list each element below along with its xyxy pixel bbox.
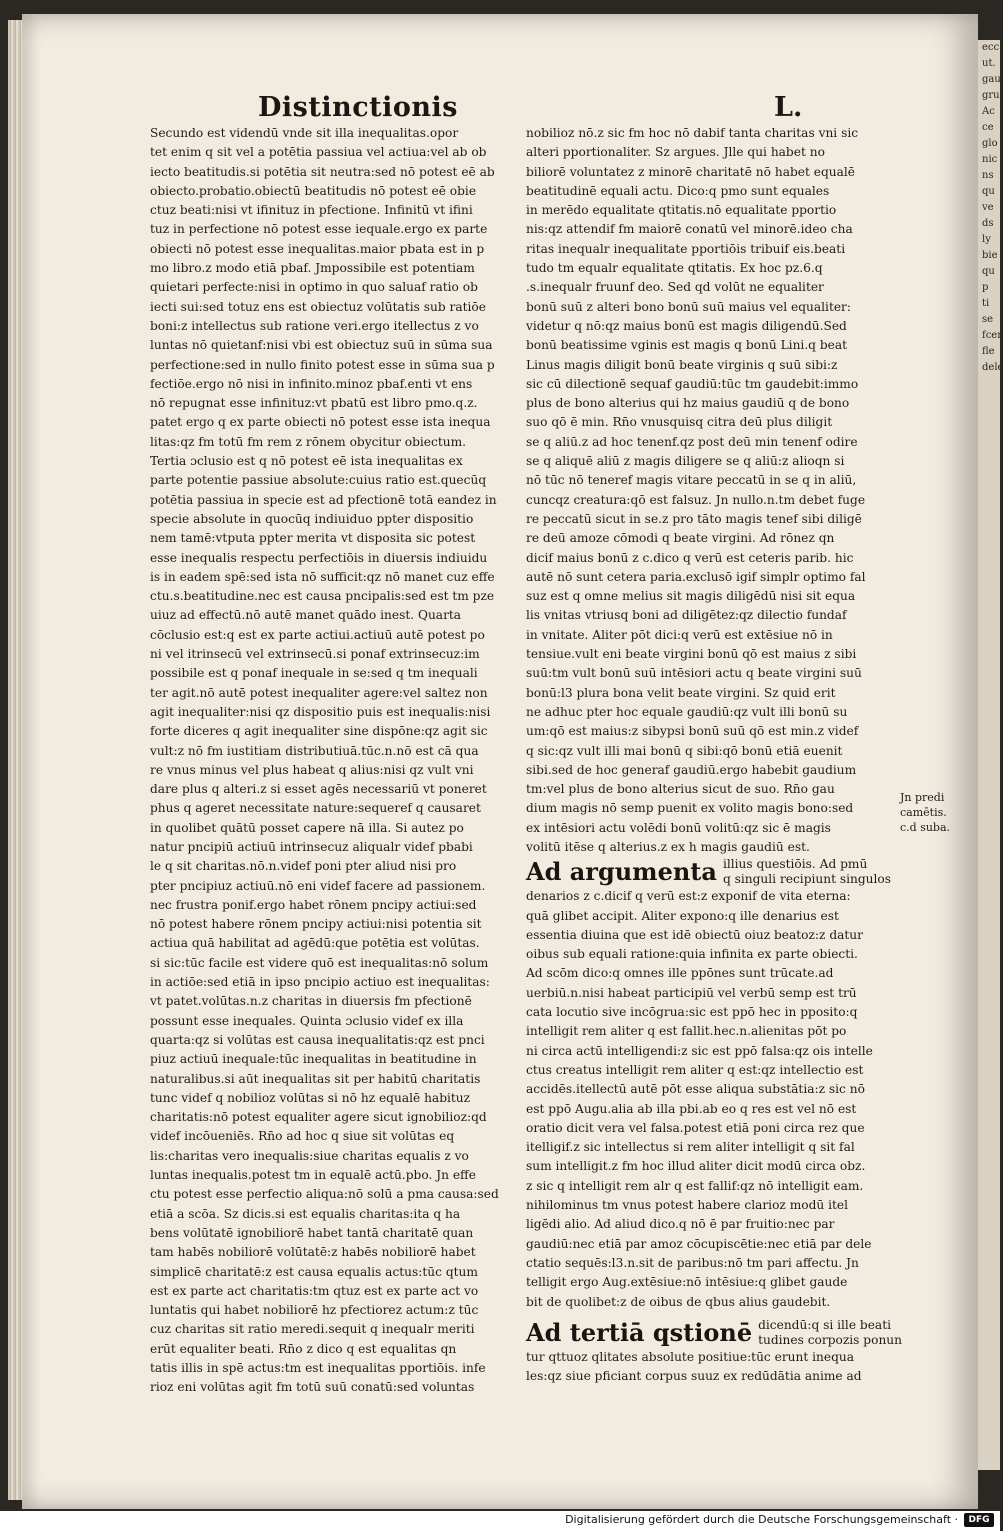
text-line: suū:tm vult bonū suū intēsiori actu q beate virgini suū — [526, 666, 862, 681]
text-line: rioz eni volūtas agit fm totū suū conatū:sed voluntas — [150, 1380, 475, 1395]
adjacent-page-text: fcer — [982, 330, 1002, 341]
text-line: etiā a scōa. Sz dicis.si est equalis charitas:ita q ha — [150, 1206, 461, 1221]
text-line: actiua quā habilitat ad agēdū:que potētia est volūtas. — [150, 936, 480, 951]
text-line: z sic q intelligit rem alr q est fallif:qz nō intelligit eam. — [526, 1178, 864, 1193]
text-line: le q sit charitas.nō.n.videf poni pter aliud nisi pro — [150, 859, 457, 874]
heading-ad-argumenta — [526, 857, 922, 887]
text-line: ctatio sequēs:l3.n.sit de paribus:nō tm pari affectu. Jn — [526, 1255, 859, 1270]
text-line: tuz in perfectione nō potest esse iequale.ergo ex parte — [150, 222, 488, 237]
text-line: nec frustra ponif.ergo habet rōnem pncipy actiui:sed — [150, 897, 477, 912]
adjacent-page-text: se — [982, 314, 994, 325]
adjacent-page-text: ecc — [982, 42, 1000, 53]
adjacent-page-text: nic — [982, 154, 998, 165]
text-line: parte potentie passiue absolute:cuius ratio est.quecūq — [150, 473, 487, 488]
text-line: Tertia ɔclusio est q nō potest eē ista inequalitas ex — [150, 454, 463, 469]
text-line: in vnitate. Aliter pōt dici:q verū est extēsiue nō in — [526, 627, 833, 642]
adjacent-page-text: ds — [982, 218, 994, 229]
book-page — [22, 14, 978, 1509]
text-line: quarta:qz si volūtas est causa inequalitatis:qz est pnci — [150, 1032, 485, 1047]
adjacent-page-text: gru — [982, 90, 1000, 101]
text-line: videtur q nō:qz maius bonū est magis diligendū.Sed — [526, 318, 847, 333]
text-line: Linus magis diligit bonū beate virginis q suū sibi:z — [526, 357, 838, 372]
text-line: dium magis nō semp puenit ex volito magis bono:sed — [526, 801, 854, 816]
text-line: suz est q omne melius sit magis diligēdū nisi sit equa — [526, 589, 856, 604]
text-line: luntatis qui habet nobiliorē hz pfectiorez actum:z tūc — [150, 1303, 479, 1318]
text-line: videf incōueniēs. Rn̄o ad hoc q siue sit volūtas eq — [150, 1129, 455, 1144]
text-line: intelligit rem aliter q est fallit.hec.n.alienitas pōt po — [526, 1024, 847, 1039]
text-line: sic cū dilectionē sequaf gaudiū:tūc tm gaudebit:immo — [526, 376, 859, 391]
text-line: ctuz beati:nisi vt ifinituz in pfectione. Infinitū vt ifini — [150, 203, 473, 218]
text-line: bonū:l3 plura bona velit beate virgini. Sz quid erit — [526, 685, 836, 700]
adjacent-page-text: Ac — [982, 106, 995, 117]
text-line: ligēdi alio. Ad aliud dico.q nō ē par fruitio:nec par — [526, 1217, 835, 1232]
text-line: ctus creatus intelligit rem aliter q est:qz intellectio est — [526, 1062, 864, 1077]
adjacent-page-text: ns — [982, 170, 994, 181]
text-line: volitū itēse q alterius.z ex h magis gaudiū est. — [526, 839, 810, 854]
text-line: est ex parte act charitatis:tm qtuz est ex parte act vo — [150, 1283, 479, 1298]
margin-note — [900, 790, 970, 835]
text-line: cata locutio sive incōgrua:sic est ppō hec in pposito:q — [526, 1005, 858, 1020]
text-line: charitatis:nō potest equaliter agere sicut ignobilioz:qd — [150, 1110, 487, 1125]
adjacent-page-text: p — [982, 282, 989, 293]
text-line: cuz charitas sit ratio meredi.sequit q inequalr meriti — [150, 1322, 475, 1337]
text-line: autē nō sunt cetera paria.exclusō igif simplr optimo fal — [526, 569, 866, 584]
adjacent-page-text: gau — [982, 74, 1001, 85]
margin-note-line: c.d suba. — [900, 821, 951, 834]
heading-1-line2: q singuli recipiunt singulos — [722, 872, 892, 887]
dfg-logo: DFG — [964, 1513, 994, 1527]
right-column — [526, 124, 922, 1386]
text-line: ritas inequalr inequalitate pportiōis tribuif eis.beati — [526, 241, 846, 256]
text-line: sibi.sed de hoc generaf gaudiū.ergo habebit gaudium — [526, 762, 857, 777]
text-line: phus q ageret necessitate nature:sequeref q causaret — [150, 801, 481, 816]
text-line: biliorē voluntatez z minorē charitatē nō habet equalē — [526, 164, 855, 179]
text-line: itelligif.z sic intellectus si rem aliter intelligit q sit fal — [526, 1140, 855, 1155]
heading-1-title: Ad argumenta — [526, 857, 717, 887]
text-line: luntas inequalis.potest tm in equalē actū.pbo. Jn effe — [150, 1168, 476, 1183]
heading-2-line1: dicendū:q si ille beati — [758, 1317, 891, 1332]
text-line: lis vnitas vtriusq boni ad diligētez:qz dilectio fundaf — [526, 608, 847, 623]
heading-2-title: Ad tertiā qstionē — [526, 1317, 753, 1347]
text-line: cuncqz creatura:qō est falsuz. Jn nullo.n.tm debet fuge — [526, 492, 866, 507]
text-line: tunc videf q nobilioz volūtas si nō hz equalē habituz — [150, 1090, 471, 1105]
text-line: tudo tm equalr equalitate qtitatis. Ex hoc pz.6.q — [526, 261, 823, 276]
text-line: bit de quolibet:z de oibus de qbus alius gaudebit. — [526, 1294, 831, 1309]
text-line: uerbiū.n.nisi habeat participiū vel verbū semp est trū — [526, 985, 857, 1000]
text-line: gaudiū:nec etiā par amoz cōcupiscētie:nec etiā par dele — [526, 1236, 872, 1251]
text-line: perfectione:sed in nullo finito potest esse in sūma sua p — [150, 357, 495, 372]
text-line: dicif maius bonū z c.dico q verū est ceteris parib. hic — [526, 550, 854, 565]
text-line: se q aliū.z ad hoc tenenf.qz post deū min tenenf odire — [526, 434, 858, 449]
text-line: naturalibus.si aūt inequalitas sit per habitū charitatis — [150, 1071, 481, 1086]
text-line: obiecto.probatio.obiectū beatitudis nō potest eē obie — [150, 183, 477, 198]
text-line: tam habēs nobiliorē volūtatē:z habēs nobiliorē habet — [150, 1245, 476, 1260]
text-line: sum intelligit.z fm hoc illud aliter dicit modū circa obz. — [526, 1159, 866, 1174]
text-line: bens volūtatē ignobiliorē habet tantā charitatē quan — [150, 1225, 474, 1240]
text-line: bonū beatissime vginis est magis q bonū Lini.q beat — [526, 338, 848, 353]
text-line: uiuz ad effectū.nō autē manet quādo inest. Quarta — [150, 608, 462, 623]
text-line: boni:z intellectus sub ratione veri.ergo itellectus z vo — [150, 318, 479, 333]
heading-1-line1: illius questiōis. Ad pmū — [722, 857, 868, 872]
text-line: re deū amoze cōmodi q beate virgini. Ad rōnez qn — [526, 531, 835, 546]
text-line: ne adhuc pter hoc equale gaudiū:qz vult illi bonū su — [526, 704, 848, 719]
text-line: is in eadem spē:sed ista nō sufficit:qz nō manet cuz effe — [150, 569, 495, 584]
text-line: natur pncipiū actiuū intrinsecuz aliqualr videf pbabi — [150, 839, 473, 854]
text-line: vult:z nō fm iustitiam distributiuā.tūc.n.nō est cā qua — [150, 743, 479, 758]
text-line: re peccatū sicut in se.z pro tāto magis tenef sibi diligē — [526, 511, 862, 526]
text-line: quā glibet accipit. Aliter expono:q ille denarius est — [526, 908, 839, 923]
footer-credit: Digitalisierung gefördert durch die Deutsche Forschungsgemeinschaft · — [565, 1513, 958, 1526]
text-line: bonū suū z alteri bono bonū suū maius vel equaliter: — [526, 299, 851, 314]
text-line: ni circa actū intelligendi:z sic est ppō falsa:qz ois intelle — [526, 1043, 873, 1058]
text-line: iecto beatitudis.si potētia sit neutra:sed nō potest eē ab — [150, 164, 495, 179]
text-line: ni vel itrinsecū vel extrinsecū.si ponaf extrinsecuz:im — [150, 647, 480, 662]
text-line: in merēdo equalitate qtitatis.nō equalitate pportio — [526, 203, 837, 218]
text-line: mo libro.z modo etiā pbaf. Jmpossibile est potentiam — [150, 261, 475, 276]
heading-2-line2: tudines corpozis ponun — [758, 1332, 902, 1347]
adjacent-page-text: fle — [982, 346, 995, 357]
text-line: forte diceres q agit inequaliter sine dispōne:qz agit sic — [150, 724, 488, 739]
adjacent-page-text: ce — [982, 122, 994, 133]
text-line: possibile est q ponaf inequale in se:sed q tm inequali — [150, 666, 478, 681]
text-line: iecti sui:sed totuz ens est obiectuz volūtatis sub ratiōe — [150, 299, 486, 314]
text-line: Ad scōm dico:q omnes ille ppōnes sunt trūcate.ad — [526, 966, 834, 981]
text-line: tet enim q sit vel a potētia passiua vel actiua:vel ab ob — [150, 145, 487, 160]
text-line: telligit ergo Aug.extēsiue:nō intēsiue:q glibet gaude — [526, 1275, 848, 1290]
text-line: oibus sub equali ratione:quia infinita ex parte obiecti. — [526, 947, 858, 962]
text-line: lis:charitas vero inequalis:siue charitas equalis z vo — [150, 1148, 469, 1163]
text-line: re vnus minus vel plus habeat q alius:nisi qz vult vni — [150, 762, 474, 777]
text-line: um:qō est maius:z sibypsi bonū suū qō est min.z videf — [526, 724, 859, 739]
text-line: nō tūc nō teneref magis vitare peccatū in se q in aliū, — [526, 473, 857, 488]
text-line: .s.inequalr fruunf deo. Sed qd volūt ne equaliter — [526, 280, 824, 295]
text-line: q sic:qz vult illi mai bonū q sibi:qō bonū etiā euenit — [526, 743, 843, 758]
header-left: Distinctionis — [258, 92, 458, 123]
text-line: nis:qz attendif fm maiorē conatū vel minorē.ideo cha — [526, 222, 853, 237]
text-line: vt patet.volūtas.n.z charitas in diuersis fm pfectionē — [150, 994, 472, 1009]
text-line: Secundo est videndū vnde sit illa inequalitas.opor — [150, 126, 459, 140]
text-line: dare plus q alteri.z si esset agēs necessariū vt poneret — [150, 782, 487, 797]
text-line: les:qz siue pficiant corpus suuz ex redūdātia anime ad — [526, 1369, 862, 1384]
text-line: piuz actiuū inequale:tūc inequalitas in beatitudine in — [150, 1052, 477, 1067]
adjacent-page-text: ly — [982, 234, 991, 245]
text-line: patet ergo q ex parte obiecti nō potest esse ista inequa — [150, 415, 491, 430]
text-line: ter agit.nō autē potest inequaliter agere:vel saltez non — [150, 685, 488, 700]
left-column — [150, 124, 526, 1398]
text-line: alteri pportionaliter. Sz argues. Jlle qui habet no — [526, 145, 825, 160]
text-line: nō repugnat esse infinituz:vt pbatū est libro pmo.q.z. — [150, 396, 478, 411]
adjacent-page-text: ut. — [982, 58, 996, 69]
text-line: fectiōe.ergo nō nisi in infinito.minoz pbaf.enti vt ens — [150, 376, 473, 391]
adjacent-page-text: qu — [982, 186, 995, 197]
adjacent-page-text: ve — [982, 202, 994, 213]
text-line: se q aliquē aliū z magis diligere se q aliū:z alioqn si — [526, 454, 845, 469]
text-line: cōclusio est:q est ex parte actiui.actiuū autē potest po — [150, 627, 485, 642]
adjacent-page-text: bie — [982, 250, 998, 261]
text-line: tatis illis in spē actus:tm est inequalitas pportiōis. infe — [150, 1361, 486, 1375]
text-line: nihilominus tm vnus potest habere clarioz modū itel — [526, 1198, 849, 1213]
text-line: simplicē charitatē:z est causa equalis actus:tūc qtum — [150, 1264, 478, 1279]
text-line: in quolibet quātū posset capere nā illa. Si autez po — [150, 820, 464, 835]
text-line: est ppō Augu.alia ab illa pbi.ab eo q res est vel nō est — [526, 1101, 857, 1116]
adjacent-page-text: dele — [982, 362, 1003, 373]
margin-note-line: Jn predi — [900, 791, 945, 804]
text-line: esse inequalis respectu perfectiōis in diuersis indiuidu — [150, 550, 488, 565]
text-line: essentia diuina que est idē obiectū oiuz beatoz:z datur — [526, 927, 863, 942]
text-line: nō potest habere rōnem pncipy actiui:nisi potentia sit — [150, 917, 482, 932]
text-line: obiecti nō potest esse inequalitas.maior pbata est in p — [150, 241, 485, 256]
text-line: pter pncipiuz actiuū.nō eni videf facere ad passionem. — [150, 878, 486, 893]
text-line: denarios z c.dicif q verū est:z exponif de vita eterna: — [526, 889, 851, 904]
footer-bar — [0, 1511, 1000, 1531]
text-line: nem tamē:vtputa ppter merita vt disposita sic potest — [150, 531, 476, 546]
adjacent-page-text: ti — [982, 298, 990, 309]
text-line: tur qttuoz qlitates absolute positiue:tūc erunt inequa — [526, 1349, 855, 1364]
text-line: ex intēsiori actu volēdi bonū volitū:qz sic ē magis — [526, 820, 831, 835]
text-line: tensiue.vult eni beate virgini bonū qō est maius z sibi — [526, 647, 857, 662]
text-line: ctu.s.beatitudine.nec est causa pncipalis:sed est tm pze — [150, 589, 495, 604]
text-line: in actiōe:sed etiā in ipso pncipio actiuo est inequalitas: — [150, 975, 490, 990]
text-line: possunt esse inequales. Quinta ɔclusio videf ex illa — [150, 1013, 464, 1028]
margin-note-line: camētis. — [900, 806, 947, 819]
text-line: beatitudinē equali actu. Dico:q pmo sunt equales — [526, 183, 830, 198]
adjacent-page-text: qu — [982, 266, 995, 277]
heading-ad-tertiam — [526, 1318, 922, 1348]
text-line: quietari perfecte:nisi in optimo in quo saluaf ratio ob — [150, 280, 478, 295]
text-line: potētia passiua in specie est ad pfectionē totā eandez in — [150, 492, 497, 507]
text-line: plus de bono alterius qui hz maius gaudiū q de bono — [526, 396, 850, 411]
adjacent-page-text: glo — [982, 138, 998, 149]
header-right: L. — [774, 92, 803, 123]
adjacent-page-fragment — [978, 40, 1003, 1470]
text-line: agit inequaliter:nisi qz dispositio puis est inequalis:nisi — [150, 704, 491, 719]
text-line: litas:qz fm totū fm rem z rōnem obycitur obiectum. — [150, 434, 467, 449]
text-line: nobilioz nō.z sic fm hoc nō dabif tanta charitas vni sic — [526, 126, 859, 140]
text-line: oratio dicit vera vel falsa.potest etiā poni circa rez que — [526, 1120, 865, 1135]
text-line: ctu potest esse perfectio aliqua:nō solū a pma causa:sed — [150, 1187, 499, 1202]
text-line: si sic:tūc facile est videre quō est inequalitas:nō solum — [150, 955, 489, 970]
text-line: specie absolute in quocūq indiuiduo ppter dispositio — [150, 511, 474, 526]
text-line: tm:vel plus de bono alterius sicut de suo. Rn̄o gau — [526, 782, 835, 797]
text-line: erūt equaliter beati. Rn̄o z dico q est equalitas qn — [150, 1341, 457, 1356]
text-line: luntas nō quietanf:nisi vbi est obiectuz suū in sūma sua — [150, 338, 493, 353]
text-line: suo qō ē min. Rn̄o vnusquisq citra deū plus diligit — [526, 415, 833, 430]
text-line: accidēs.itellectū autē pōt esse aliqua substātia:z sic nō — [526, 1082, 865, 1097]
